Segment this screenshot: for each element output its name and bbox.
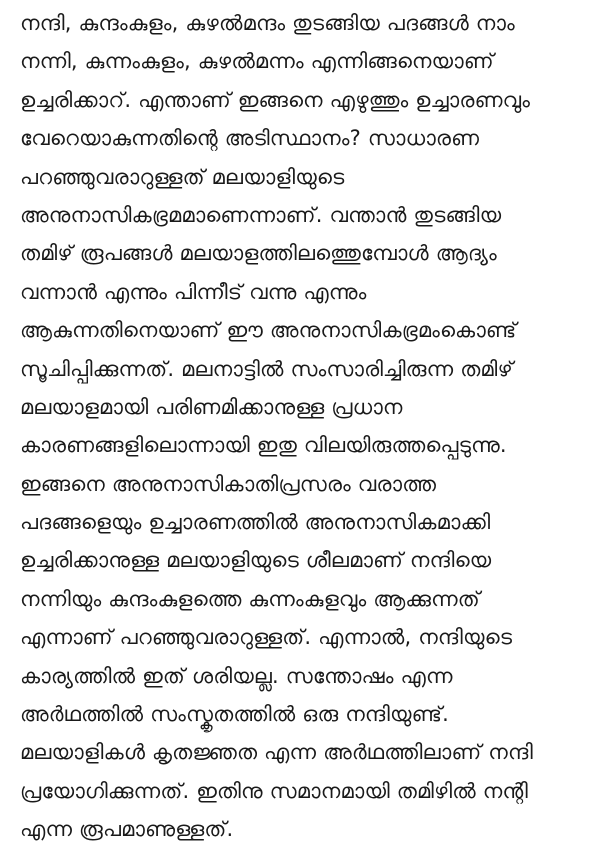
text-line: ഇങ്ങനെ അനുനാസികാതിപ്രസരം വരാത്ത <box>20 471 437 496</box>
text-line: കാര്യത്തിൽ ഇത് ശരിയല്ല. സന്തോഷം എന്ന <box>20 663 453 688</box>
text-line: എന്നാണ് പറഞ്ഞുവരാറുള്ളത്. എന്നാൽ, നന്ദിയുടെ <box>20 625 513 650</box>
text-line: നന്നിയും കുന്ദംകുളത്തെ കുന്നംകുളവും ആക്കുന്നത് <box>20 586 480 611</box>
text-line: നന്ദി, കുന്ദംകുളം, കുഴൽമന്ദം തുടങ്ങിയ പദങ്ങൾ നാം <box>20 11 515 35</box>
text-line: എന്ന രൂപമാണുള്ളത്. <box>20 817 234 842</box>
text-line: വേറെയാകുന്നതിന്റെ അടിസ്ഥാനം? സാധാരണ <box>20 126 480 151</box>
text-line: പ്രയോഗിക്കുന്നത്. ഇതിനു സമാനമായി തമിഴിൽ നന്റി <box>20 778 529 803</box>
text-line: മലയാളമായി പരിണമിക്കാനുള്ള പ്രധാന <box>20 394 403 419</box>
text-line: ഉച്ചരിക്കാനുള്ള മലയാളിയുടെ ശീലമാണ് നന്ദിയെ <box>20 548 492 573</box>
text-line: നന്നി, കുന്നംകുളം, കുഴൽമന്നം എന്നിങ്ങനെയാണ് <box>20 49 494 74</box>
text-line: പറഞ്ഞുവരാറുള്ളത് മലയാളിയുടെ <box>20 164 345 189</box>
text-line: ഉച്ചരിക്കാറ്. എന്താണ് ഇങ്ങനെ എഴുത്തും ഉച്ചാരണവും <box>20 87 531 112</box>
text-line: അനുനാസികഭ്രമമാണെന്നാണ്. വന്താൻ തുടങ്ങിയ <box>20 202 502 227</box>
text-line: കാരണങ്ങളിലൊന്നായി ഇതു വിലയിരുത്തപ്പെടുന്നു. <box>20 433 507 458</box>
text-line: അർഥത്തിൽ സംസ്കൃതത്തിൽ ഒരു നന്ദിയുണ്ട്. <box>20 702 450 727</box>
text-line: തമിഴ് രൂപങ്ങൾ മലയാളത്തിലത്തെുമ്പോൾ ആദ്യം <box>20 241 497 266</box>
text-line: മലയാളികൾ കൃതജ്ഞത എന്ന അർഥത്തിലാണ് നന്ദി <box>20 740 534 765</box>
text-line: ആകുന്നതിനെയാണ് ഈ അനുനാസികഭ്രമംകൊണ്ട് <box>20 318 517 343</box>
text-line: സൂചിപ്പിക്കുന്നത്. മലനാട്ടിൽ സംസാരിച്ചിരുന്ന തമിഴ് <box>20 356 514 381</box>
text-line: വന്നാൻ എന്നും പിന്നീട് വന്നു എന്നും <box>20 279 367 304</box>
text-line: പദങ്ങളെയും ഉച്ചാരണത്തിൽ അനുനാസികമാക്കി <box>20 510 491 535</box>
